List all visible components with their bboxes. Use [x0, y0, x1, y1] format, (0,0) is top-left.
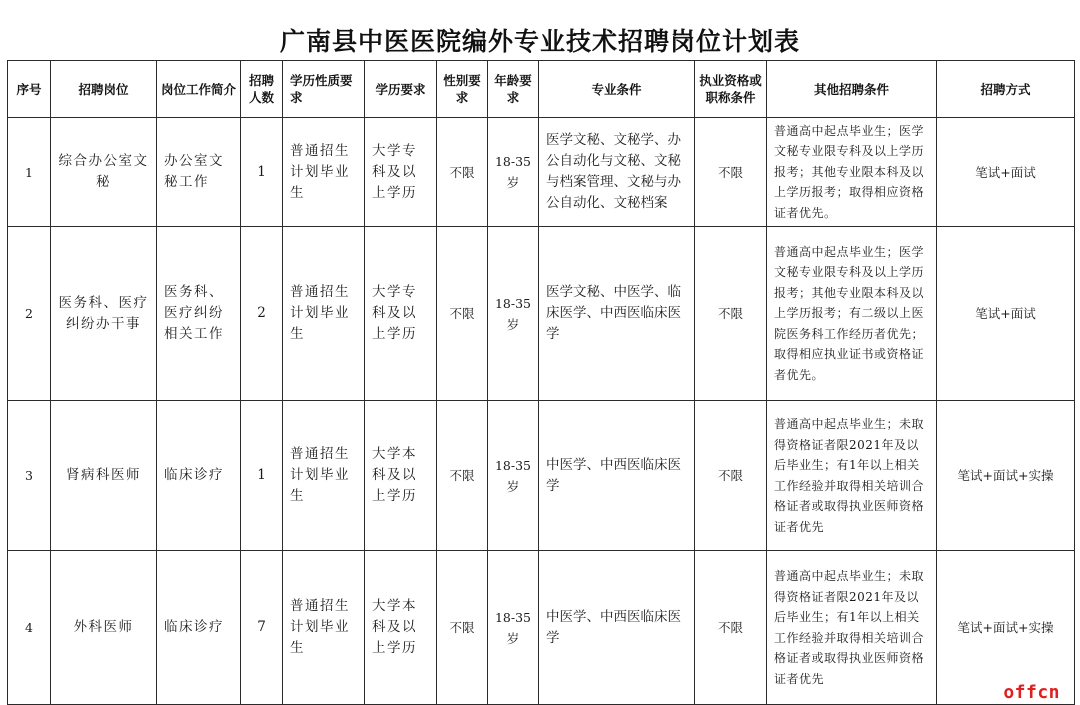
- header-gender: 性别要求: [437, 61, 488, 118]
- table-row: [8, 401, 1075, 551]
- cell-edu-req: 大学专科及以上学历: [365, 118, 437, 227]
- header-age: 年龄要求: [488, 61, 539, 118]
- cell-edu-nature: 普通招生计划毕业生: [283, 118, 365, 227]
- cell-method: 笔试+面试+实操: [937, 401, 1075, 551]
- cell-intro: 临床诊疗: [157, 551, 241, 705]
- cell-qualification: 不限: [695, 551, 767, 705]
- cell-age: 18-35岁: [488, 401, 539, 551]
- cell-post: 综合办公室文秘: [51, 118, 157, 227]
- table-row: [8, 551, 1075, 705]
- cell-count: 2: [241, 227, 283, 401]
- cell-other: 普通高中起点毕业生；未取得资格证者限2021年及以后毕业生；有1年以上相关工作经验并取得相关培训合格证者或取得执业医师资格证者优先: [767, 551, 937, 705]
- cell-post: 医务科、医疗纠纷办干事: [51, 227, 157, 401]
- cell-major: 中医学、中西医临床医学: [539, 551, 695, 705]
- cell-seq: 2: [8, 227, 51, 401]
- cell-gender: 不限: [437, 401, 488, 551]
- cell-count: 1: [241, 401, 283, 551]
- cell-major: 医学文秘、文秘学、办公自动化与文秘、文秘与档案管理、文秘与办公自动化、文秘档案: [539, 118, 695, 227]
- cell-method: 笔试+面试+实操: [937, 551, 1075, 705]
- page-title: 广南县中医医院编外专业技术招聘岗位计划表: [279, 27, 800, 56]
- cell-age: 18-35岁: [488, 227, 539, 401]
- header-intro: 岗位工作简介: [157, 61, 241, 118]
- cell-method: 笔试+面试: [937, 227, 1075, 401]
- cell-seq: 1: [8, 118, 51, 227]
- cell-edu-nature: 普通招生计划毕业生: [283, 551, 365, 705]
- header-qualification: 执业资格或职称条件: [695, 61, 767, 118]
- cell-other: 普通高中起点毕业生；医学文秘专业限专科及以上学历报考；其他专业限本科及以上学历报考；取得相应资格证者优先。: [767, 118, 937, 227]
- cell-gender: 不限: [437, 551, 488, 705]
- header-edu-req: 学历要求: [365, 61, 437, 118]
- cell-age: 18-35岁: [488, 551, 539, 705]
- cell-post: 外科医师: [51, 551, 157, 705]
- cell-intro: 办公室文秘工作: [157, 118, 241, 227]
- header-method: 招聘方式: [937, 61, 1075, 118]
- cell-method: 笔试+面试: [937, 118, 1075, 227]
- cell-qualification: 不限: [695, 118, 767, 227]
- header-post: 招聘岗位: [51, 61, 157, 118]
- cell-seq: 3: [8, 401, 51, 551]
- cell-intro: 临床诊疗: [157, 401, 241, 551]
- cell-seq: 4: [8, 551, 51, 705]
- cell-gender: 不限: [437, 227, 488, 401]
- cell-edu-req: 大学专科及以上学历: [365, 227, 437, 401]
- header-edu-nature: 学历性质要求: [283, 61, 365, 118]
- header-seq: 序号: [8, 61, 51, 118]
- cell-edu-nature: 普通招生计划毕业生: [283, 401, 365, 551]
- cell-gender: 不限: [437, 118, 488, 227]
- table-row: [8, 227, 1075, 401]
- cell-age: 18-35岁: [488, 118, 539, 227]
- offcn-watermark: offcn: [1003, 682, 1060, 703]
- cell-count: 7: [241, 551, 283, 705]
- cell-post: 肾病科医师: [51, 401, 157, 551]
- cell-edu-req: 大学本科及以上学历: [365, 551, 437, 705]
- cell-qualification: 不限: [695, 401, 767, 551]
- cell-qualification: 不限: [695, 227, 767, 401]
- table-header-row: [8, 61, 1075, 118]
- cell-edu-req: 大学本科及以上学历: [365, 401, 437, 551]
- header-count: 招聘人数: [241, 61, 283, 118]
- header-other: 其他招聘条件: [767, 61, 937, 118]
- recruitment-plan-table: [7, 60, 1075, 705]
- cell-other: 普通高中起点毕业生；未取得资格证者限2021年及以后毕业生；有1年以上相关工作经验并取得相关培训合格证者或取得执业医师资格证者优先: [767, 401, 937, 551]
- cell-major: 医学文秘、中医学、临床医学、中西医临床医学: [539, 227, 695, 401]
- cell-major: 中医学、中西医临床医学: [539, 401, 695, 551]
- cell-count: 1: [241, 118, 283, 227]
- cell-intro: 医务科、医疗纠纷相关工作: [157, 227, 241, 401]
- cell-other: 普通高中起点毕业生；医学文秘专业限专科及以上学历报考；其他专业限本科及以上学历报考；有二级以上医院医务科工作经历者优先；取得相应执业证书或资格证者优先。: [767, 227, 937, 401]
- table-row: [8, 118, 1075, 227]
- header-major: 专业条件: [539, 61, 695, 118]
- cell-edu-nature: 普通招生计划毕业生: [283, 227, 365, 401]
